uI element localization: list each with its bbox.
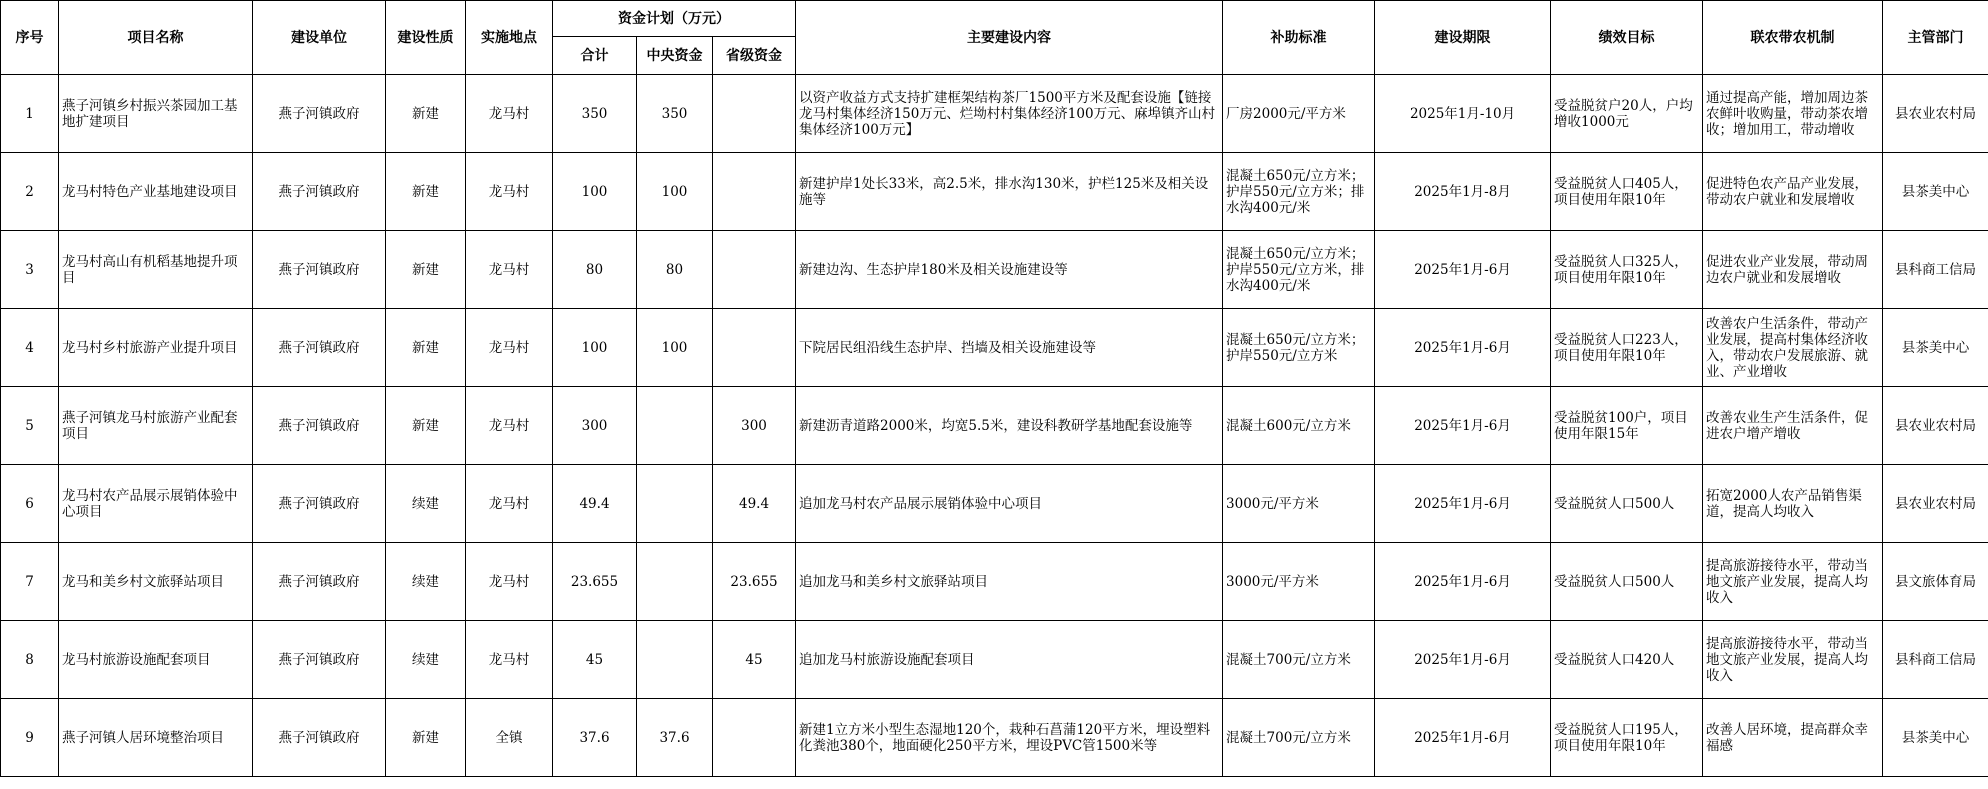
header-mechanism: 联农带农机制 bbox=[1703, 1, 1883, 75]
cell-central: 37.6 bbox=[637, 699, 713, 777]
cell-total: 100 bbox=[553, 153, 637, 231]
cell-period: 2025年1月-8月 bbox=[1375, 153, 1551, 231]
cell-goal: 受益脱贫人口405人，项目使用年限10年 bbox=[1551, 153, 1703, 231]
cell-dept: 县农业农村局 bbox=[1883, 465, 1988, 543]
cell-goal: 受益脱贫户20人，户均增收1000元 bbox=[1551, 75, 1703, 153]
cell-provincial bbox=[713, 153, 796, 231]
cell-location: 龙马村 bbox=[466, 465, 553, 543]
cell-unit: 燕子河镇政府 bbox=[253, 387, 386, 465]
header-fund-plan: 资金计划（万元） bbox=[553, 1, 796, 37]
cell-goal: 受益脱贫人口325人，项目使用年限10年 bbox=[1551, 231, 1703, 309]
cell-provincial bbox=[713, 699, 796, 777]
header-provincial: 省级资金 bbox=[713, 37, 796, 75]
cell-content: 追加龙马村农产品展示展销体验中心项目 bbox=[796, 465, 1223, 543]
cell-subsidy: 混凝土700元/立方米 bbox=[1223, 621, 1375, 699]
cell-name: 龙马村农产品展示展销体验中心项目 bbox=[59, 465, 253, 543]
cell-dept: 县茶美中心 bbox=[1883, 699, 1988, 777]
cell-content: 新建护岸1处长33米，高2.5米，排水沟130米，护栏125米及相关设施等 bbox=[796, 153, 1223, 231]
cell-location: 龙马村 bbox=[466, 153, 553, 231]
cell-nature: 续建 bbox=[386, 621, 466, 699]
cell-name: 龙马村旅游设施配套项目 bbox=[59, 621, 253, 699]
cell-subsidy: 混凝土650元/立方米；护岸550元/立方米 bbox=[1223, 309, 1375, 387]
cell-subsidy: 3000元/平方米 bbox=[1223, 543, 1375, 621]
header-total: 合计 bbox=[553, 37, 637, 75]
cell-provincial: 45 bbox=[713, 621, 796, 699]
header-name: 项目名称 bbox=[59, 1, 253, 75]
cell-content: 以资产收益方式支持扩建框架结构茶厂1500平方米及配套设施【链接龙马村集体经济150万元、烂坳村村集体经济100万元、麻埠镇齐山村集体经济100万元】 bbox=[796, 75, 1223, 153]
table-row bbox=[1, 543, 1988, 621]
cell-nature: 续建 bbox=[386, 465, 466, 543]
cell-location: 龙马村 bbox=[466, 387, 553, 465]
cell-subsidy: 3000元/平方米 bbox=[1223, 465, 1375, 543]
cell-seq: 2 bbox=[1, 153, 59, 231]
cell-location: 龙马村 bbox=[466, 621, 553, 699]
header-content: 主要建设内容 bbox=[796, 1, 1223, 75]
cell-goal: 受益脱贫人口420人 bbox=[1551, 621, 1703, 699]
cell-unit: 燕子河镇政府 bbox=[253, 153, 386, 231]
cell-mechanism: 改善农业生产生活条件，促进农户增产增收 bbox=[1703, 387, 1883, 465]
cell-nature: 新建 bbox=[386, 153, 466, 231]
cell-provincial: 23.655 bbox=[713, 543, 796, 621]
cell-unit: 燕子河镇政府 bbox=[253, 75, 386, 153]
cell-provincial: 300 bbox=[713, 387, 796, 465]
cell-name: 燕子河镇人居环境整治项目 bbox=[59, 699, 253, 777]
header-central: 中央资金 bbox=[637, 37, 713, 75]
cell-content: 追加龙马村旅游设施配套项目 bbox=[796, 621, 1223, 699]
cell-mechanism: 提高旅游接待水平，带动当地文旅产业发展，提高人均收入 bbox=[1703, 543, 1883, 621]
cell-provincial bbox=[713, 231, 796, 309]
table-row bbox=[1, 75, 1988, 153]
cell-name: 龙马村高山有机稻基地提升项目 bbox=[59, 231, 253, 309]
table-body bbox=[1, 75, 1988, 777]
cell-total: 300 bbox=[553, 387, 637, 465]
cell-period: 2025年1月-6月 bbox=[1375, 465, 1551, 543]
cell-content: 新建沥青道路2000米，均宽5.5米，建设科教研学基地配套设施等 bbox=[796, 387, 1223, 465]
cell-location: 龙马村 bbox=[466, 543, 553, 621]
cell-period: 2025年1月-6月 bbox=[1375, 543, 1551, 621]
cell-seq: 8 bbox=[1, 621, 59, 699]
cell-subsidy: 混凝土700元/立方米 bbox=[1223, 699, 1375, 777]
cell-nature: 新建 bbox=[386, 231, 466, 309]
cell-central bbox=[637, 621, 713, 699]
cell-location: 全镇 bbox=[466, 699, 553, 777]
cell-mechanism: 提高旅游接待水平，带动当地文旅产业发展，提高人均收入 bbox=[1703, 621, 1883, 699]
cell-period: 2025年1月-6月 bbox=[1375, 231, 1551, 309]
header-unit: 建设单位 bbox=[253, 1, 386, 75]
cell-total: 49.4 bbox=[553, 465, 637, 543]
cell-name: 燕子河镇乡村振兴茶园加工基地扩建项目 bbox=[59, 75, 253, 153]
cell-mechanism: 改善农户生活条件，带动产业发展，提高村集体经济收入，带动农户发展旅游、就业、产业增收 bbox=[1703, 309, 1883, 387]
cell-provincial: 49.4 bbox=[713, 465, 796, 543]
cell-provincial bbox=[713, 75, 796, 153]
cell-period: 2025年1月-6月 bbox=[1375, 621, 1551, 699]
cell-goal: 受益脱贫人口500人 bbox=[1551, 543, 1703, 621]
cell-nature: 新建 bbox=[386, 699, 466, 777]
cell-total: 100 bbox=[553, 309, 637, 387]
cell-goal: 受益脱贫100户，项目使用年限15年 bbox=[1551, 387, 1703, 465]
header-subsidy: 补助标准 bbox=[1223, 1, 1375, 75]
table-row bbox=[1, 621, 1988, 699]
cell-period: 2025年1月-6月 bbox=[1375, 699, 1551, 777]
cell-nature: 新建 bbox=[386, 75, 466, 153]
cell-mechanism: 促进农业产业发展，带动周边农户就业和发展增收 bbox=[1703, 231, 1883, 309]
table-row bbox=[1, 231, 1988, 309]
cell-mechanism: 改善人居环境，提高群众幸福感 bbox=[1703, 699, 1883, 777]
cell-content: 追加龙马和美乡村文旅驿站项目 bbox=[796, 543, 1223, 621]
cell-dept: 县茶美中心 bbox=[1883, 309, 1988, 387]
cell-mechanism: 拓宽2000人农产品销售渠道，提高人均收入 bbox=[1703, 465, 1883, 543]
cell-unit: 燕子河镇政府 bbox=[253, 309, 386, 387]
cell-subsidy: 混凝土650元/立方米；护岸550元/立方米，排水沟400元/米 bbox=[1223, 231, 1375, 309]
cell-central bbox=[637, 543, 713, 621]
header-location: 实施地点 bbox=[466, 1, 553, 75]
cell-seq: 6 bbox=[1, 465, 59, 543]
cell-period: 2025年1月-10月 bbox=[1375, 75, 1551, 153]
cell-name: 龙马村乡村旅游产业提升项目 bbox=[59, 309, 253, 387]
table-row bbox=[1, 465, 1988, 543]
cell-dept: 县农业农村局 bbox=[1883, 387, 1988, 465]
cell-unit: 燕子河镇政府 bbox=[253, 621, 386, 699]
cell-nature: 新建 bbox=[386, 309, 466, 387]
cell-location: 龙马村 bbox=[466, 75, 553, 153]
cell-content: 下院居民组沿线生态护岸、挡墙及相关设施建设等 bbox=[796, 309, 1223, 387]
cell-central bbox=[637, 465, 713, 543]
cell-name: 龙马村特色产业基地建设项目 bbox=[59, 153, 253, 231]
cell-unit: 燕子河镇政府 bbox=[253, 231, 386, 309]
cell-seq: 3 bbox=[1, 231, 59, 309]
cell-total: 80 bbox=[553, 231, 637, 309]
cell-dept: 县茶美中心 bbox=[1883, 153, 1988, 231]
cell-nature: 续建 bbox=[386, 543, 466, 621]
table-row bbox=[1, 309, 1988, 387]
cell-dept: 县科商工信局 bbox=[1883, 621, 1988, 699]
cell-central: 350 bbox=[637, 75, 713, 153]
cell-seq: 7 bbox=[1, 543, 59, 621]
cell-period: 2025年1月-6月 bbox=[1375, 309, 1551, 387]
cell-provincial bbox=[713, 309, 796, 387]
cell-total: 37.6 bbox=[553, 699, 637, 777]
cell-subsidy: 厂房2000元/平方米 bbox=[1223, 75, 1375, 153]
cell-total: 45 bbox=[553, 621, 637, 699]
cell-central: 100 bbox=[637, 153, 713, 231]
cell-subsidy: 混凝土600元/立方米 bbox=[1223, 387, 1375, 465]
cell-name: 龙马和美乡村文旅驿站项目 bbox=[59, 543, 253, 621]
table-row bbox=[1, 699, 1988, 777]
cell-goal: 受益脱贫人口195人，项目使用年限10年 bbox=[1551, 699, 1703, 777]
cell-goal: 受益脱贫人口223人，项目使用年限10年 bbox=[1551, 309, 1703, 387]
cell-central: 100 bbox=[637, 309, 713, 387]
cell-seq: 5 bbox=[1, 387, 59, 465]
cell-central: 80 bbox=[637, 231, 713, 309]
header-period: 建设期限 bbox=[1375, 1, 1551, 75]
table-row bbox=[1, 153, 1988, 231]
cell-dept: 县文旅体育局 bbox=[1883, 543, 1988, 621]
cell-dept: 县科商工信局 bbox=[1883, 231, 1988, 309]
header-nature: 建设性质 bbox=[386, 1, 466, 75]
cell-location: 龙马村 bbox=[466, 231, 553, 309]
cell-central bbox=[637, 387, 713, 465]
cell-total: 350 bbox=[553, 75, 637, 153]
cell-name: 燕子河镇龙马村旅游产业配套项目 bbox=[59, 387, 253, 465]
cell-seq: 9 bbox=[1, 699, 59, 777]
cell-goal: 受益脱贫人口500人 bbox=[1551, 465, 1703, 543]
cell-content: 新建边沟、生态护岸180米及相关设施建设等 bbox=[796, 231, 1223, 309]
cell-period: 2025年1月-6月 bbox=[1375, 387, 1551, 465]
cell-subsidy: 混凝土650元/立方米；护岸550元/立方米；排水沟400元/米 bbox=[1223, 153, 1375, 231]
cell-unit: 燕子河镇政府 bbox=[253, 543, 386, 621]
cell-seq: 1 bbox=[1, 75, 59, 153]
cell-content: 新建1立方米小型生态湿地120个，栽种石菖蒲120平方米，埋设塑料化粪池380个，地面硬化250平方米，埋设PVC管1500米等 bbox=[796, 699, 1223, 777]
cell-location: 龙马村 bbox=[466, 309, 553, 387]
cell-mechanism: 促进特色农产品产业发展，带动农户就业和发展增收 bbox=[1703, 153, 1883, 231]
cell-seq: 4 bbox=[1, 309, 59, 387]
cell-total: 23.655 bbox=[553, 543, 637, 621]
header-seq: 序号 bbox=[1, 1, 59, 75]
table-row bbox=[1, 387, 1988, 465]
header-goal: 绩效目标 bbox=[1551, 1, 1703, 75]
cell-mechanism: 通过提高产能，增加周边茶农鲜叶收购量，带动茶农增收；增加用工，带动增收 bbox=[1703, 75, 1883, 153]
cell-dept: 县农业农村局 bbox=[1883, 75, 1988, 153]
table-header bbox=[1, 1, 1988, 75]
cell-unit: 燕子河镇政府 bbox=[253, 699, 386, 777]
header-dept: 主管部门 bbox=[1883, 1, 1988, 75]
cell-unit: 燕子河镇政府 bbox=[253, 465, 386, 543]
cell-nature: 新建 bbox=[386, 387, 466, 465]
